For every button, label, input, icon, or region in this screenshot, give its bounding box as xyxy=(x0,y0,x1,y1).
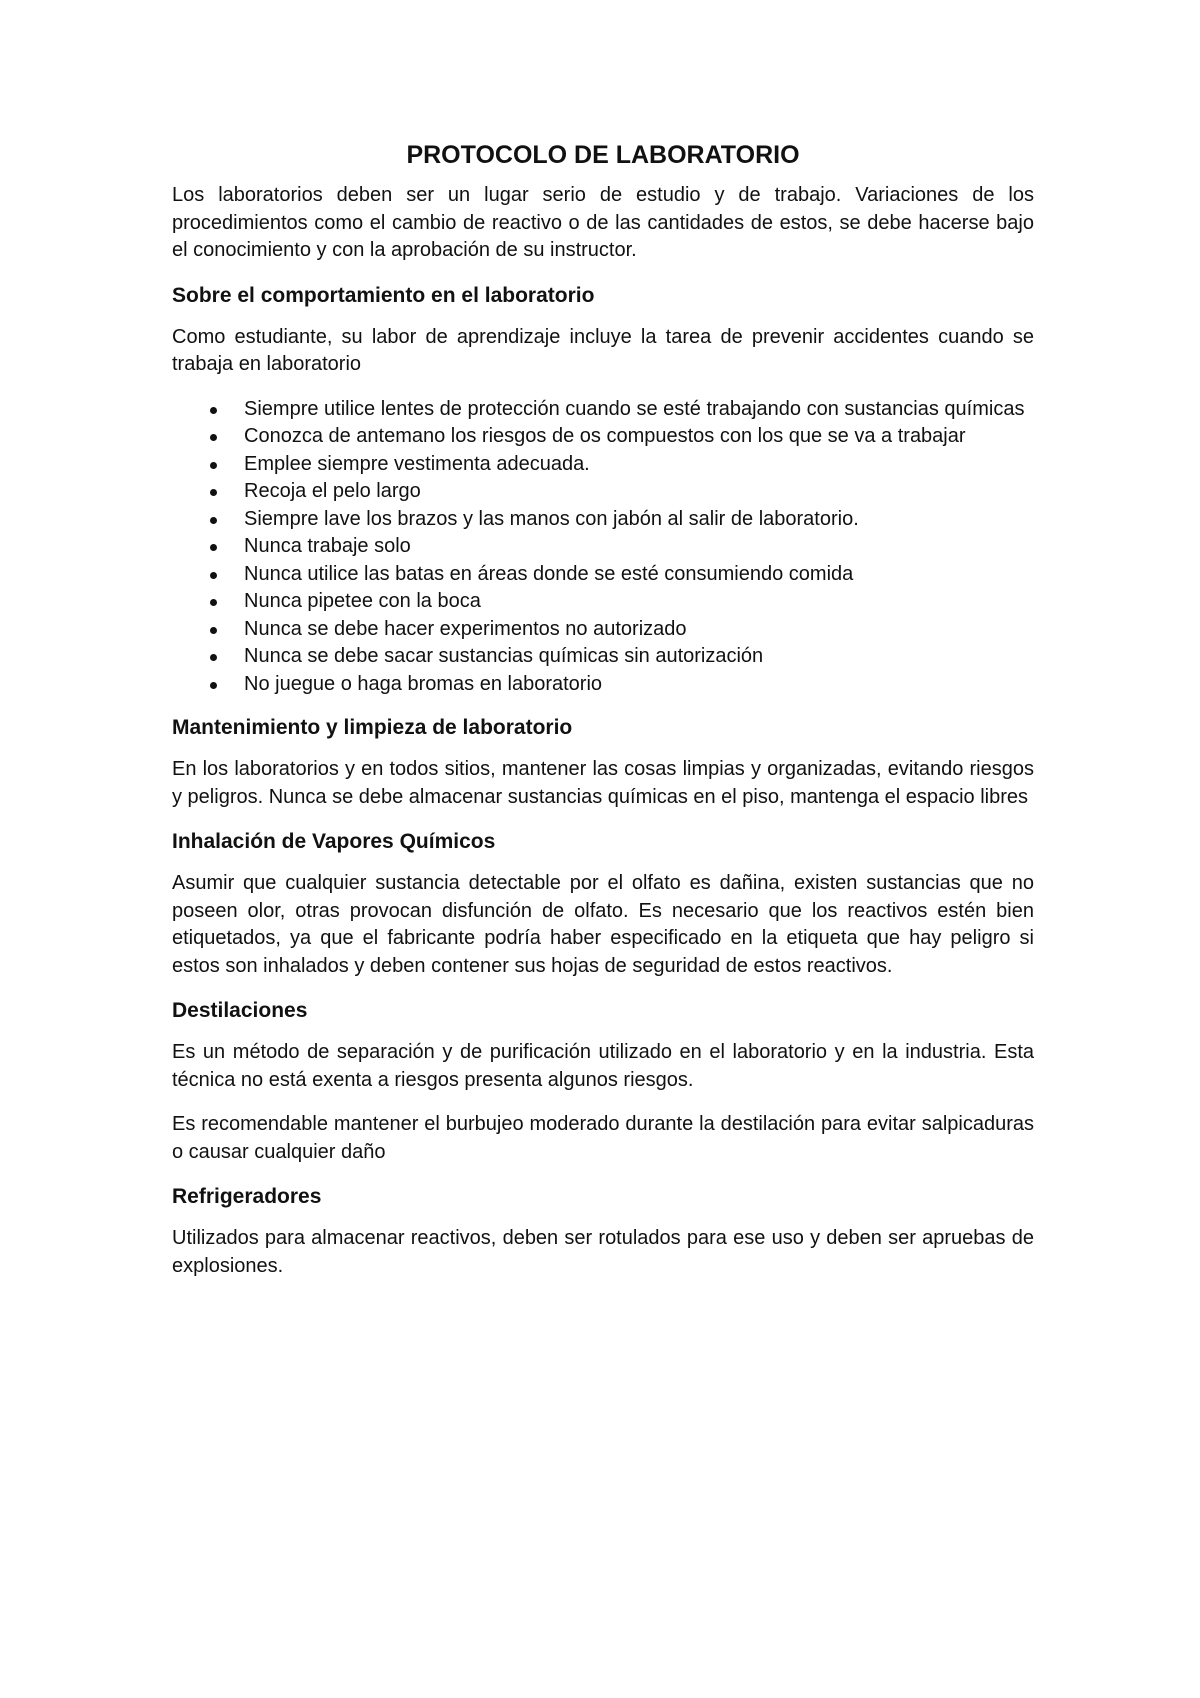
list-item xyxy=(172,478,1034,506)
section-paragraph: Asumir que cualquier sustancia detectable por el olfato es dañina, existen sustancias que no poseen olor, otras provocan disfunción de olfato. Es necesario que los reactivos estén bien etiquetados, ya que el fabricante podría haber especificado en la etiqueta que hay peligro si estos son inhalados y deben contener sus hojas de seguridad de estos reactivos. xyxy=(172,872,1034,977)
section-paragraph: En los laboratorios y en todos sitios, mantener las cosas limpias y organizadas, evitando riesgos y peligros. Nunca se debe almacenar sustancias químicas en el piso, mantenga el espacio libres xyxy=(172,758,1034,808)
list-item xyxy=(172,588,1034,616)
list-item xyxy=(172,423,1034,451)
section-heading: Inhalación de Vapores Químicos xyxy=(172,830,496,853)
list-item xyxy=(172,643,1034,671)
bullet-icon xyxy=(210,462,217,469)
section-heading: Sobre el comportamiento en el laboratorio xyxy=(172,283,595,307)
list-item-text: Emplee siempre vestimenta adecuada. xyxy=(244,452,590,475)
list-item-text: Siempre utilice lentes de protección cuando se esté trabajando con sustancias químicas xyxy=(244,397,1025,420)
list-item xyxy=(172,451,1034,479)
bullet-icon xyxy=(210,599,217,606)
section-maintenance xyxy=(172,714,1034,811)
section-inhalation xyxy=(172,828,1034,980)
section-heading: Refrigeradores xyxy=(172,1185,322,1208)
list-item-text: Recoja el pelo largo xyxy=(244,480,421,502)
bullet-icon xyxy=(210,654,217,661)
document-title: PROTOCOLO DE LABORATORIO xyxy=(406,141,800,169)
list-item-text: Nunca se debe sacar sustancias químicas sin autorización xyxy=(244,645,764,667)
bullet-icon xyxy=(210,544,217,551)
bullet-icon xyxy=(210,407,217,414)
list-item-text: Nunca trabaje solo xyxy=(244,535,411,557)
bullet-icon xyxy=(210,489,217,496)
list-item-text: Conozca de antemano los riesgos de os compuestos con los que se va a trabajar xyxy=(244,425,966,447)
section-behavior xyxy=(172,282,1034,699)
section-refrigerators xyxy=(172,1183,1034,1280)
list-item-text: Nunca se debe hacer experimentos no autorizado xyxy=(244,617,687,640)
list-item-text: Nunca pipetee con la boca xyxy=(244,590,481,612)
list-item xyxy=(172,616,1034,644)
section-distillation xyxy=(172,997,1034,1166)
list-item xyxy=(172,396,1034,424)
section-heading: Destilaciones xyxy=(172,999,308,1022)
bullet-icon xyxy=(210,517,217,524)
list-item xyxy=(172,506,1034,534)
list-item xyxy=(172,533,1034,561)
section-paragraph: Utilizados para almacenar reactivos, deben ser rotulados para ese uso y deben ser apruebas de explosiones. xyxy=(172,1227,1034,1277)
section-heading: Mantenimiento y limpieza de laboratorio xyxy=(172,716,573,739)
rules-list xyxy=(172,396,1034,699)
intro-paragraph: Los laboratorios deben ser un lugar serio de estudio y de trabajo. Variaciones de los procedimientos como el cambio de reactivo o de las cantidades de estos, se debe hacerse bajo el conocimiento y con la aprobación de su instructor. xyxy=(172,184,1034,261)
list-item xyxy=(172,561,1034,589)
bullet-icon xyxy=(210,572,217,579)
section-paragraph: Es un método de separación y de purificación utilizado en el laboratorio y en la industria. Esta técnica no está exenta a riesgos presenta algunos riesgos. xyxy=(172,1041,1034,1091)
list-item-text: Siempre lave los brazos y las manos con jabón al salir de laboratorio. xyxy=(244,507,859,530)
bullet-icon xyxy=(210,627,217,634)
bullet-icon xyxy=(210,682,217,689)
document-page xyxy=(172,140,1034,1297)
list-item xyxy=(172,671,1034,699)
section-paragraph: Es recomendable mantener el burbujeo moderado durante la destilación para evitar salpicaduras o causar cualquier daño xyxy=(172,1113,1034,1163)
bullet-icon xyxy=(210,434,217,441)
section-paragraph: Como estudiante, su labor de aprendizaje incluye la tarea de prevenir accidentes cuando se trabaja en laboratorio xyxy=(172,325,1034,375)
list-item-text: No juegue o haga bromas en laboratorio xyxy=(244,672,603,695)
list-item-text: Nunca utilice las batas en áreas donde se esté consumiendo comida xyxy=(244,562,854,585)
